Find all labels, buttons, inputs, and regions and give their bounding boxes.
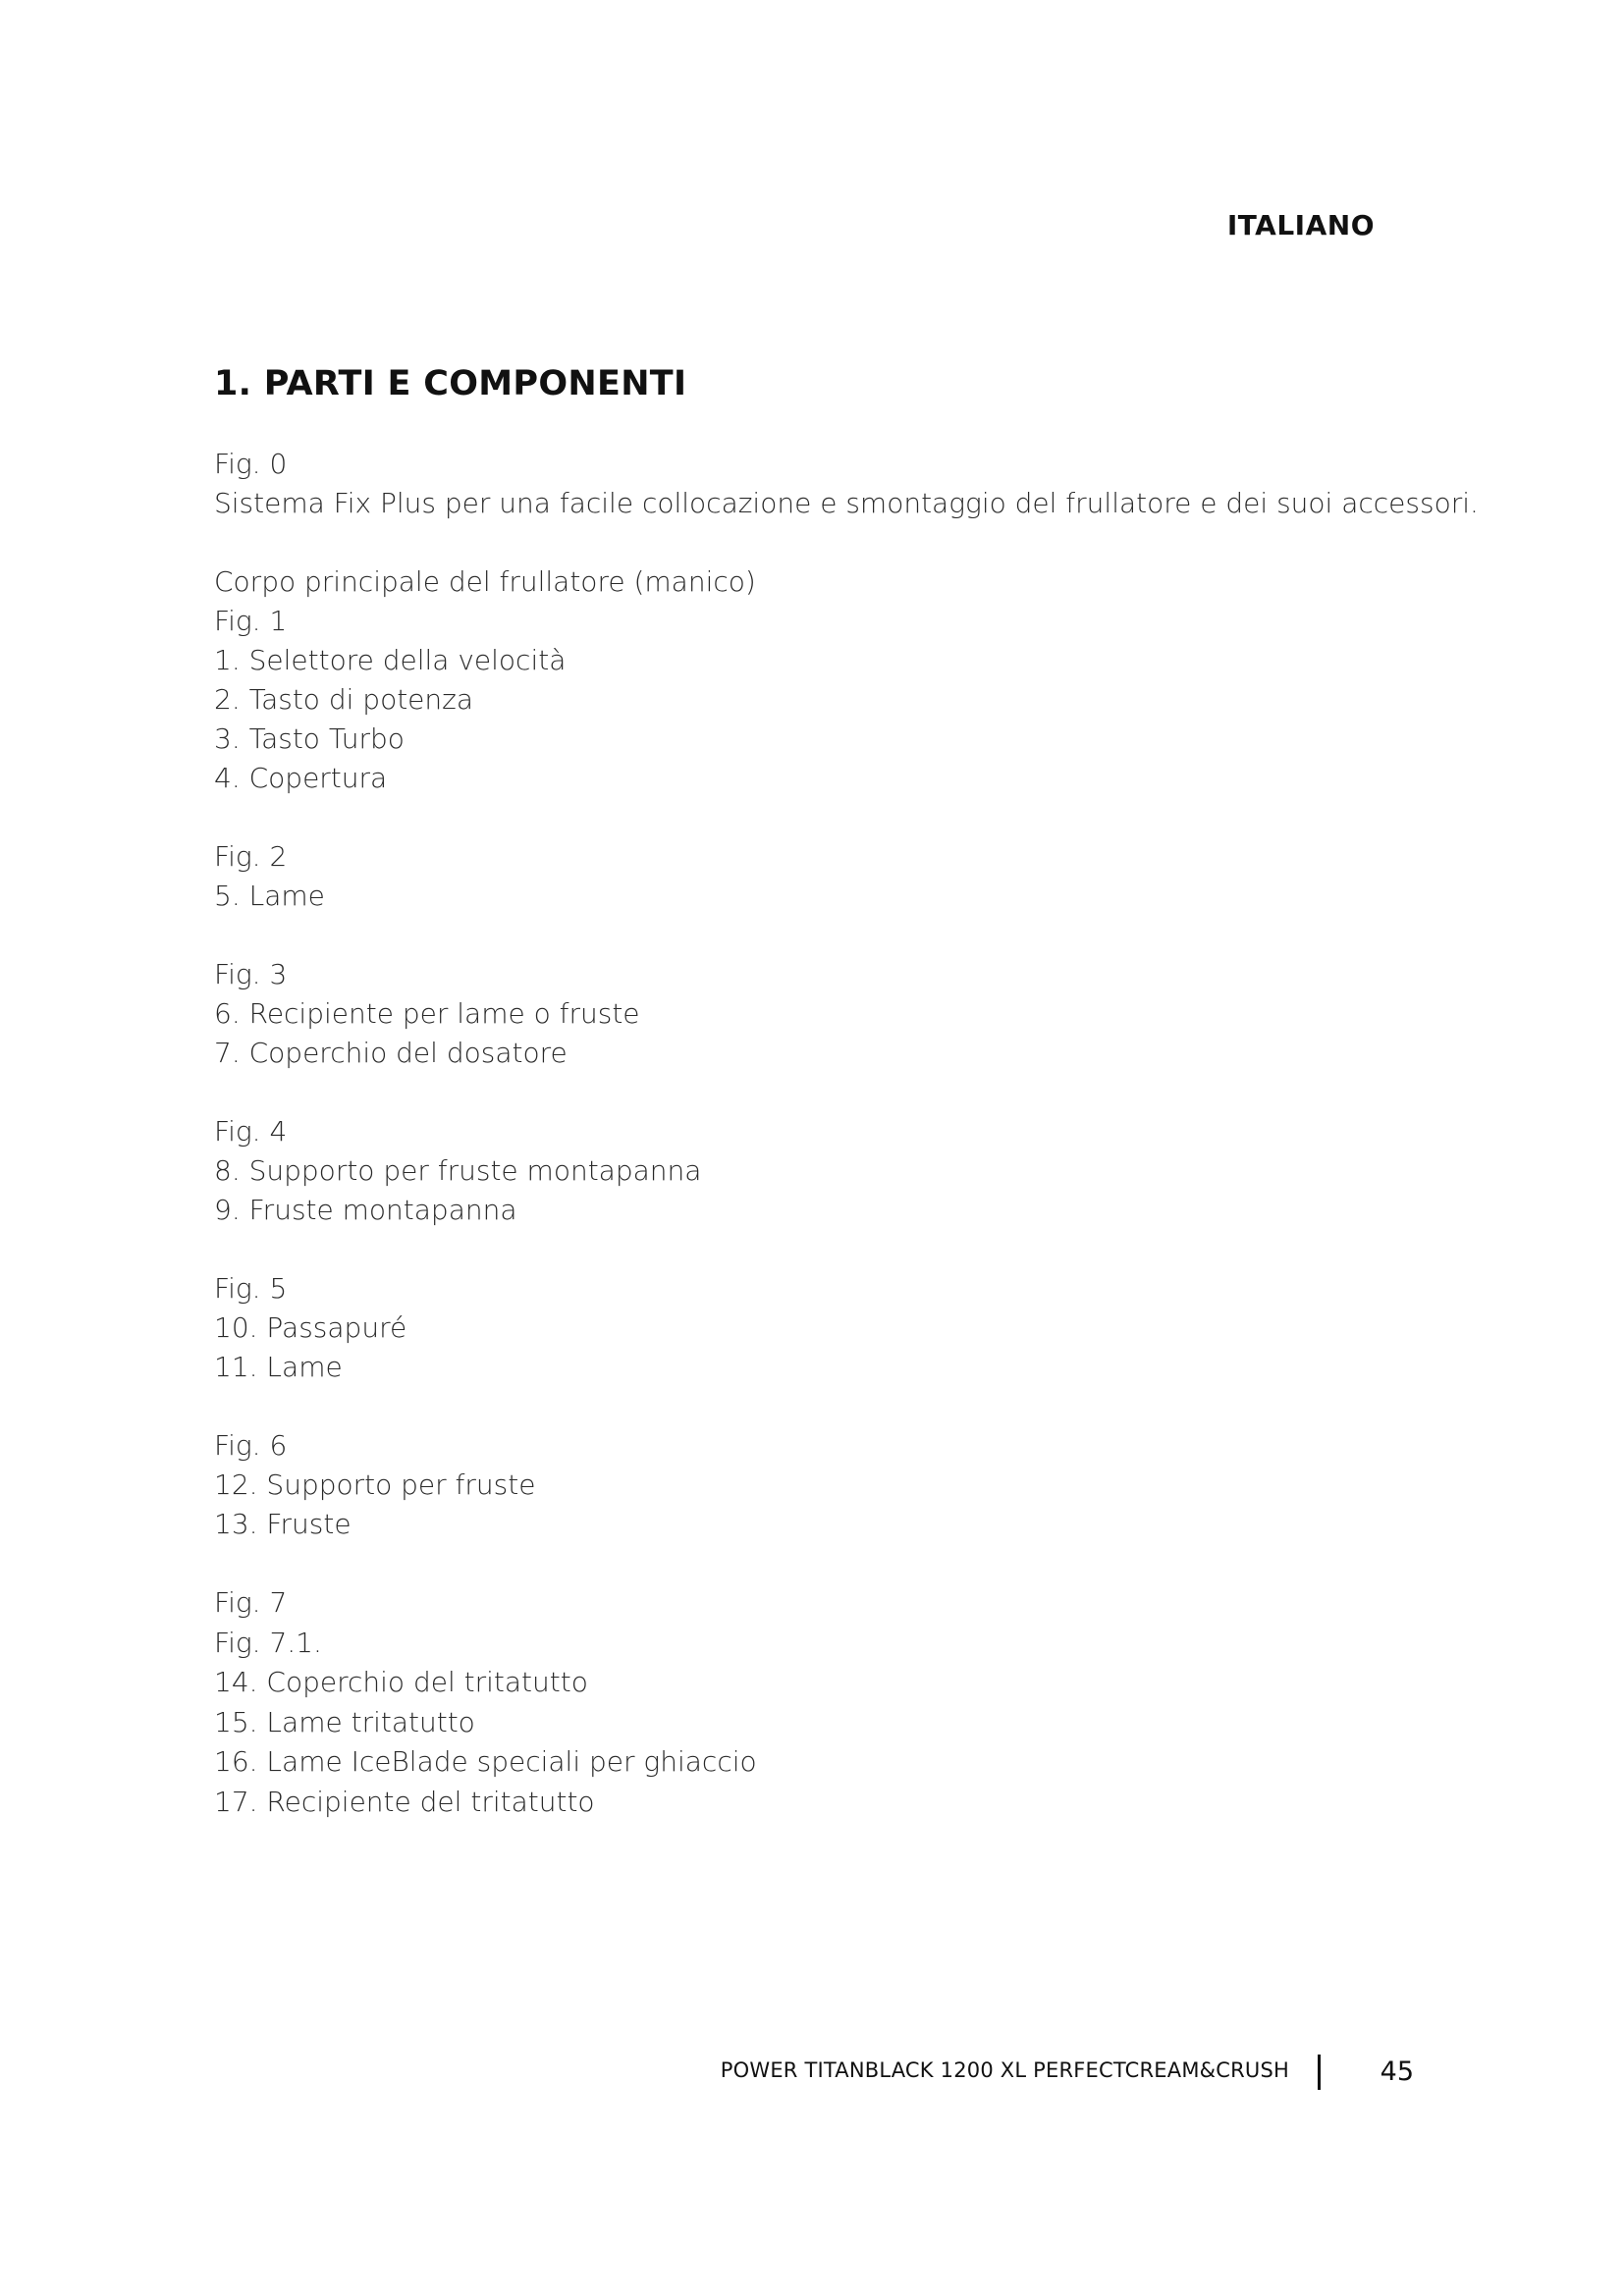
parts-list: [214, 445, 1479, 1861]
fig-label: Fig. 6: [214, 1429, 288, 1462]
fig-label: Fig. 4: [214, 1115, 288, 1148]
section-title: 1. PARTI E COMPONENTI: [214, 364, 687, 403]
part-item: 14. Coperchio del tritatutto: [214, 1666, 588, 1698]
fig-6-block: [214, 1426, 1441, 1544]
part-item: 9. Fruste montapanna: [214, 1194, 517, 1226]
part-item: 16. Lame IceBlade speciali per ghiaccio: [214, 1745, 757, 1778]
part-item: 4. Copertura: [214, 762, 388, 794]
fig-1-block: [214, 562, 1441, 798]
page-footer: [687, 2055, 1414, 2094]
page-number: 45: [1380, 2056, 1414, 2087]
part-item: 2. Tasto di potenza: [214, 683, 474, 716]
part-item: 17. Recipiente del tritatutto: [214, 1785, 595, 1818]
fig-label: Fig. 2: [214, 840, 288, 873]
fig-2-block: [214, 837, 1441, 916]
fig-label: Fig. 0: [214, 448, 288, 480]
part-item: 13. Fruste: [214, 1508, 352, 1540]
part-item: 6. Recipiente per lame o fruste: [214, 997, 640, 1030]
part-item: 15. Lame tritatutto: [214, 1705, 475, 1738]
part-item: 12. Supporto per fruste: [214, 1468, 536, 1501]
part-item: 1. Selettore della velocità: [214, 644, 567, 676]
fig-label: Fig. 3: [214, 958, 288, 990]
fig-7-block: [214, 1583, 1441, 1822]
fig-0-block: [214, 445, 1479, 523]
part-item: 10. Passapuré: [214, 1311, 407, 1344]
group-heading: Corpo principale del frullatore (manico): [214, 565, 756, 598]
part-item: 5. Lame: [214, 880, 325, 912]
part-item: 7. Coperchio del dosatore: [214, 1037, 568, 1069]
fig-4-block: [214, 1112, 1441, 1230]
footer-divider: [1318, 2055, 1321, 2090]
part-item: 3. Tasto Turbo: [214, 722, 405, 755]
part-item: 8. Supporto per fruste montapanna: [214, 1154, 702, 1187]
fig-label: Fig. 7: [214, 1586, 288, 1619]
fig-5-block: [214, 1269, 1441, 1387]
footer-product-name: POWER TITANBLACK 1200 XL PERFECTCREAM&CRUSH: [720, 2058, 1289, 2082]
fig-3-block: [214, 955, 1441, 1073]
fig-label: Fig. 1: [214, 605, 288, 637]
part-item: 11. Lame: [214, 1351, 343, 1383]
fig-label: Fig. 7.1.: [214, 1626, 322, 1659]
fig-description: Sistema Fix Plus per una facile collocazione e smontaggio del frullatore e dei suoi accessori.: [214, 487, 1479, 519]
language-label: ITALIANO: [1226, 209, 1375, 241]
fig-label: Fig. 5: [214, 1272, 288, 1305]
